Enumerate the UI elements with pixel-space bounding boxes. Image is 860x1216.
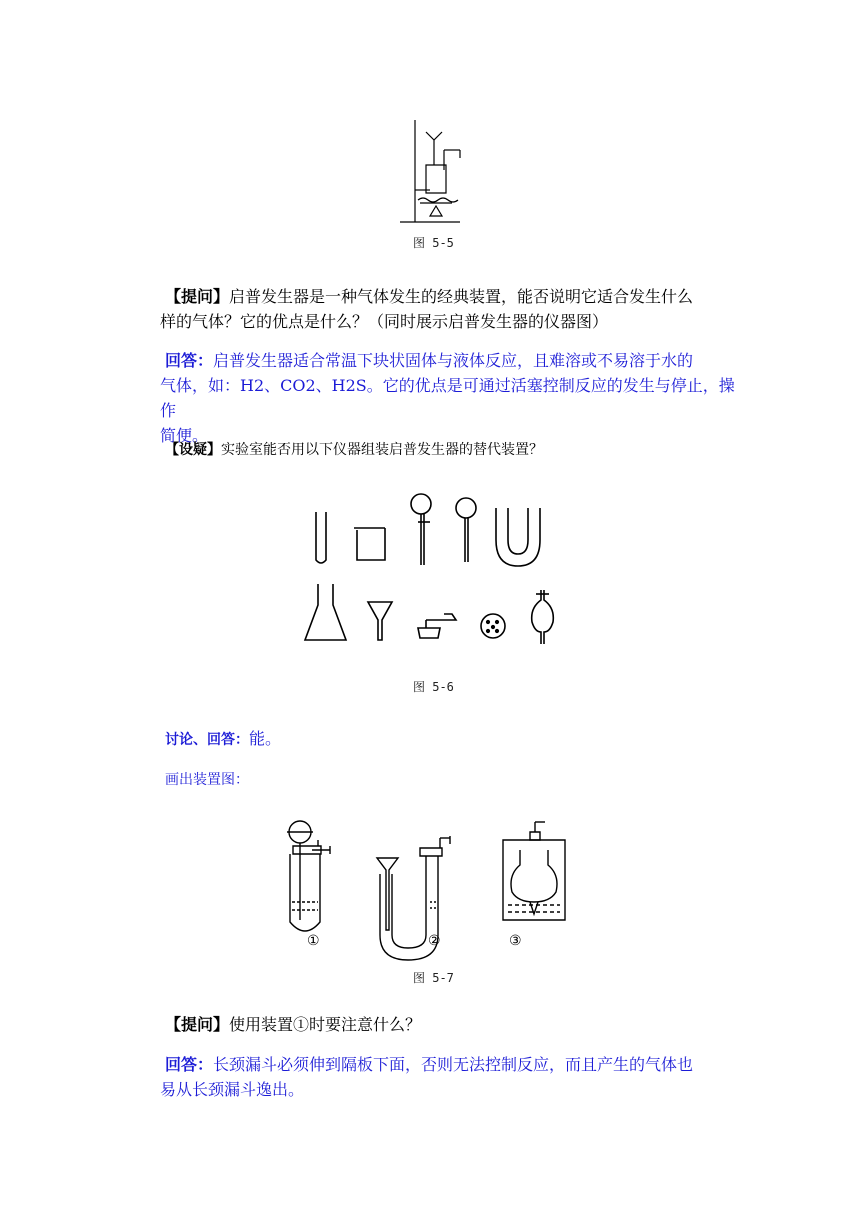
figure-5-6-caption: 图 5-6 (413, 680, 454, 694)
question-2-text: 实验室能否用以下仪器组装启普发生器的替代装置？ (221, 442, 543, 458)
figure-5-7-caption: 图 5-7 (413, 971, 454, 985)
funnel-icon (368, 602, 392, 640)
answer-1-line1: 启普发生器适合常温下块状固体与液体反应，且难溶或不易溶于水的 (213, 351, 694, 370)
separatory-funnel-icon (411, 494, 431, 514)
answer-1-line2: 气体，如：H2、CO2、H2S。它的优点是可通过活塞控制反应的发生与停止，操作 (160, 376, 735, 420)
question-1 (160, 284, 745, 334)
question-3-tag: 【提问】 (165, 1015, 230, 1034)
drying-tube-icon (532, 590, 554, 644)
erlenmeyer-flask-icon (305, 584, 346, 640)
answer-2-text: 能。 (249, 729, 282, 748)
answer-2 (165, 726, 745, 753)
answer-3-tag: 回答： (165, 1055, 214, 1074)
question-3 (165, 1012, 745, 1037)
answer-1-line3: 简便。 (160, 426, 209, 445)
question-1-line1: 启普发生器是一种气体发生的经典装置，能否说明它适合发生什么 (229, 287, 694, 306)
answer-3-line1: 长颈漏斗必须伸到隔板下面，否则无法控制反应，而且产生的气体也 (213, 1055, 694, 1074)
figure-5-5-caption: 图 5-5 (413, 236, 454, 250)
draw-prompt: 画出装置图： (165, 772, 249, 788)
figure-5-7-label-3: ③ (509, 933, 522, 949)
long-neck-funnel-icon (456, 498, 476, 518)
answer-3 (160, 1052, 745, 1102)
question-2-tag: 【设疑】 (165, 442, 221, 458)
figure-5-5-apparatus (0, 0, 860, 260)
stopper-tube-icon (418, 614, 456, 638)
figure-5-7-label-2: ② (428, 933, 441, 949)
answer-3-line2: 易从长颈漏斗逸出。 (160, 1080, 305, 1099)
answer-1-tag: 回答： (165, 351, 214, 370)
question-1-line2: 样的气体？它的优点是什么？（同时展示启普发生器的仪器图） (160, 312, 609, 331)
question-3-text: 使用装置①时要注意什么？ (229, 1015, 422, 1034)
question-1-tag: 【提问】 (165, 287, 230, 306)
figure-5-6-instruments (0, 480, 860, 680)
figure-5-7-label-1: ① (307, 933, 320, 949)
u-tube-icon (496, 508, 540, 566)
answer-1 (160, 348, 745, 448)
beaker-icon (354, 528, 385, 560)
test-tube-icon (316, 512, 326, 563)
answer-2-tag: 讨论、回答： (165, 732, 249, 748)
question-2 (165, 438, 745, 463)
